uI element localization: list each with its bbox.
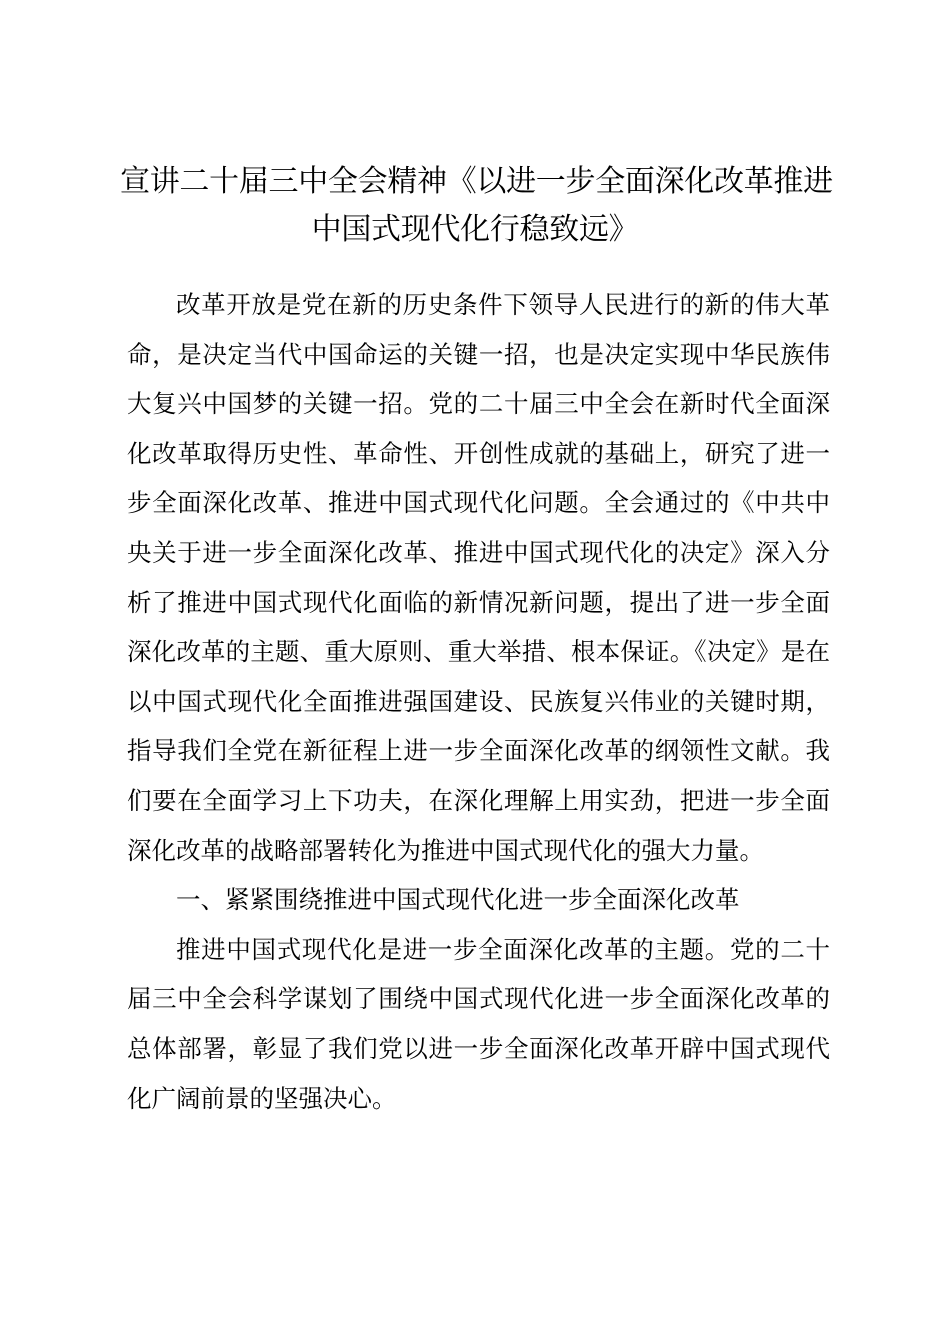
section-heading-1: 一、紧紧围绕推进中国式现代化进一步全面深化改革 (176, 885, 740, 915)
document-title (120, 158, 833, 254)
document-title-line-2: 中国式现代化行稳致远》 (311, 212, 639, 247)
document-body (127, 280, 830, 1123)
document-title-line-1: 宣讲二十届三中全会精神《以进一步全面深化改革推进 (120, 164, 833, 199)
paragraph-intro: 改革开放是党在新的历史条件下领导人民进行的新的伟大革命，是决定当代中国命运的关键一招，也是决定实现中华民族伟大复兴中国梦的关键一招。党的二十届三中全会在新时代全面深化改革取得历史性、革命性、开创性成就的基础上，研究了进一步全面深化改革、推进中国式现代化问题。全会通过的《中共中央关于进一步全面深化改革、推进中国式现代化的决定》深入分析了推进中国式现代化面临的新情况新问题，提出了进一步全面深化改革的主题、重大原则、重大举措、根本保证。《决定》是在以中国式现代化全面推进强国建设、民族复兴伟业的关键时期，指导我们全党在新征程上进一步全面深化改革的纲领性文献。我们要在全面学习上下功夫，在深化理解上用实劲，把进一步全面深化改革的战略部署转化为推进中国式现代化的强大力量。 (127, 290, 830, 865)
paragraph-section-1: 推进中国式现代化是进一步全面深化改革的主题。党的二十届三中全会科学谋划了围绕中国式现代化进一步全面深化改革的总体部署，彰显了我们党以进一步全面深化改革开辟中国式现代化广阔前景的坚强决心。 (127, 934, 830, 1113)
